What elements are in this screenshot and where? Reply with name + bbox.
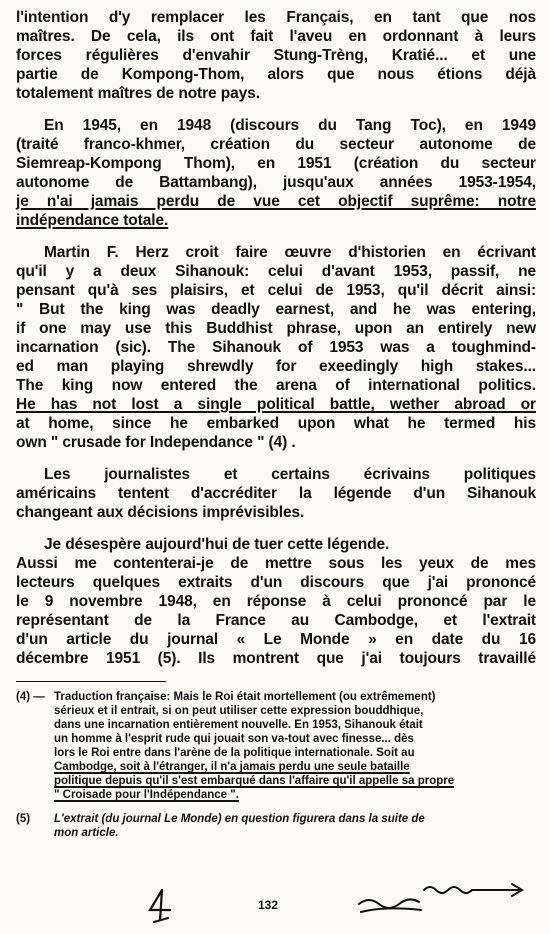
text-line: changeant aux décisions imprévisibles. [16,504,305,521]
text-line: at home, since he embarked upon what he termed his [16,415,536,432]
footnote-line: sérieux et il entrait, si on peut utiliser cette expression bouddhique, [54,705,424,717]
paragraph-5 [16,535,536,668]
text-line: Aussi me contenterai-je de mettre sous les yeux de mes [16,555,536,572]
text-line: ed man playing shrewdly for exeedingly high stakes... [16,358,536,375]
underlined-text-line: je n'ai jamais perdu de vue cet objectif suprême: notre [16,193,536,210]
text-line: maîtres. De cela, ils ont fait l'aveu en ordonnant à leurs [16,28,536,45]
text-line: décembre 1951 (5). Ils montrent que j'ai toujours travaillé [16,650,536,667]
page-number: 132 [258,898,279,912]
footnote-body [54,690,454,802]
footnote-line: dans une incarnation entièrement nouvelle. En 1953, Sihanouk était [54,719,423,731]
footnote-body [54,812,425,840]
text-line: forces régulières d'envahir Stung-Trèng, Kratié... et une [16,47,536,64]
underlined-text-line: indépendance totale. [16,212,169,229]
paragraph-1 [16,8,536,103]
footnote-mark: (5) [16,813,31,825]
text-line: le 9 novembre 1948, en réponse à celui prononcé par le [16,593,536,610]
signature-icon [355,892,425,918]
text-line: totalement maîtres de notre pays. [16,85,260,102]
paragraph-3 [16,243,536,452]
paragraph-4 [16,465,536,522]
text-line: own " crusade for Independance " (4) . [16,434,296,451]
footnote-line: Cambodge, soit à l'étranger, il n'a jamais perdu une seule bataille [54,761,410,773]
text-line: En 1945, en 1948 (discours du Tang Toc), en 1949 [44,117,536,134]
footnote-line: mon article. [54,827,119,839]
text-line: pensant qu'à ses plaisirs, et celui de 1953, qu'il décrit ainsi: [16,282,536,299]
footnote-line: Traduction française: Mais le Roi était mortellement (ou extrêmement) [54,691,436,703]
text-line: lecteurs quelques extraits d'un discours que j'ai prononcé [16,574,536,591]
footnote-5 [16,812,536,840]
document-page [16,8,536,850]
footnote-mark: (4) — [16,691,45,703]
text-line: d'un article du journal « Le Monde » en date du 16 [16,631,536,648]
text-line: l'intention d'y remplacer les Français, en tant que nos [16,9,536,26]
arrow-icon [420,878,530,900]
text-line: " But the king was deadly earnest, and he was entering, [16,301,536,318]
text-line: The king now entered the arena of international politics. [16,377,536,394]
handwritten-mark-icon [140,886,180,926]
footnote-line: lors le Roi entre dans l'arène de la politique internationale. Soit au [54,747,415,759]
text-line: partie de Kompong-Thom, alors que nous étions déjà [16,66,536,83]
footnote-line: L'extrait (du journal Le Monde) en question figurera dans la suite de [54,813,425,825]
footnote-line: politique depuis qu'il s'est embarqué dans l'affaire qu'il appelle sa propre [54,775,455,787]
footnote-divider [16,681,166,682]
footnote-4 [16,690,536,802]
text-line: if one may use this Buddhist phrase, upon an entirely new [16,320,536,337]
text-line: Les journalistes et certains écrivains politiques [44,466,536,483]
footnote-line: " Croisade pour l'Indépendance ". [54,789,239,801]
text-line: américains tentent d'accréditer la légende d'un Sihanouk [16,485,536,502]
underlined-text-line: He has not lost a single political battle, wether abroad or [16,396,536,413]
page-footer [0,878,550,934]
text-line: qu'il y a deux Sihanouk: celui d'avant 1953, passif, ne [16,263,536,280]
text-line: autonome de Battambang), jusqu'aux années 1953-1954, [16,174,536,191]
text-line: Siemreap-Kompong Thom), en 1951 (création du secteur [16,155,536,172]
text-line: Je désespère aujourd'hui de tuer cette légende. [44,536,390,553]
paragraph-2 [16,116,536,230]
text-line: incarnation (sic). The Sihanouk of 1953 was a toughmind- [16,339,536,356]
text-line: (traité franco-khmer, création du secteur autonome de [16,136,536,153]
footnote-line: un homme à l'esprit rude qui jouait son va-tout avec finesse... dès [54,733,414,745]
text-line: Martin F. Herz croit faire œuvre d'historien en écrivant [44,244,536,261]
text-line: représentant de la France au Cambodge, et l'extrait [16,612,536,629]
